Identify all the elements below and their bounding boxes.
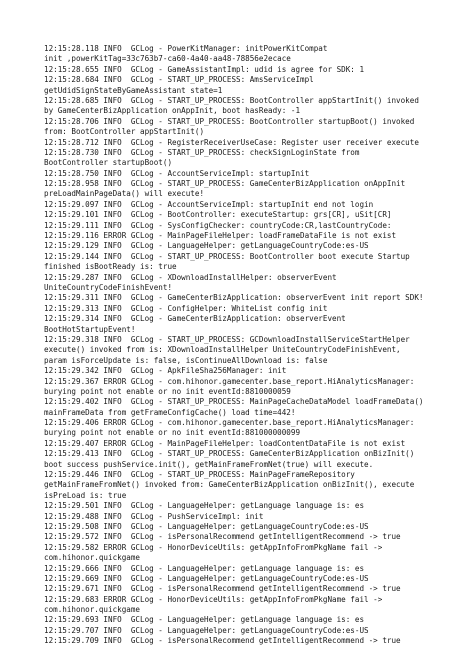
log-line: boot success pushService.init(), getMainFrameFromNet(true) will execute.	[44, 459, 374, 469]
log-line: 12:15:28.958 INFO GCLog - START_UP_PROCESS: GameCenterBizApplication onAppInit	[44, 179, 406, 189]
log-line: 12:15:28.685 INFO GCLog - START_UP_PROCESS: BootController appStartInit() invoked	[44, 95, 419, 105]
log-line: 12:15:29.097 INFO GCLog - AccountServiceImpl: startupInit end not login	[44, 199, 374, 209]
log-line: 12:15:28.706 INFO GCLog - START_UP_PROCESS: BootController startupBoot() invoked	[44, 116, 415, 126]
log-line: 12:15:29.116 ERROR GCLog - MainPageFileHelper: loadFrameDataFile is not exist	[44, 231, 397, 241]
log-line: 12:15:29.406 ERROR GCLog - com.hihonor.gamecenter.base_report.HiAnalyticsManager:	[44, 418, 415, 428]
log-line: preLoadMainPageData() will execute!	[44, 189, 205, 199]
log-line: 12:15:29.413 INFO GCLog - START_UP_PROCESS: GameCenterBizApplication onBizInit()	[44, 449, 415, 459]
log-line: 12:15:29.111 INFO GCLog - SysConfigChecker: countryCode:CR,lastCountryCode:	[44, 220, 392, 230]
log-output	[44, 44, 468, 647]
log-line: 12:15:29.367 ERROR GCLog - com.hihonor.gamecenter.base_report.HiAnalyticsManager:	[44, 376, 415, 386]
log-line: 12:15:28.712 INFO GCLog - RegisterReceiverUseCase: Register user receiver execute	[44, 137, 419, 147]
log-line: 12:15:29.318 INFO GCLog - START_UP_PROCESS: GCDownloadInstallServiceStartHelper	[44, 334, 410, 344]
log-line: burying point not enable or no init eventId:881000000099	[44, 428, 301, 438]
log-line: 12:15:29.572 INFO GCLog - isPersonalRecommend getIntelligentRecommend -> true	[44, 532, 401, 542]
log-line: 12:15:28.750 INFO GCLog - AccountServiceImpl: startupInit	[44, 168, 310, 178]
log-line: 12:15:29.402 INFO GCLog - START_UP_PROCESS: MainPageCacheDataModel loadFrameData()	[44, 397, 424, 407]
log-line: init ,powerKitTag=33c763b7-ca60-4a40-aa48-78856e2ecace	[44, 54, 291, 64]
log-line: com.hihonor.quickgame	[44, 605, 141, 615]
log-line: BootHotStartupEvent!	[44, 324, 136, 334]
log-line: 12:15:28.730 INFO GCLog - START_UP_PROCESS: checkSignLoginState from	[44, 147, 360, 157]
log-line: 12:15:29.693 INFO GCLog - LanguageHelper: getLanguage language is: es	[44, 615, 365, 625]
log-line: 12:15:29.342 INFO GCLog - ApkFileSha256Manager: init	[44, 366, 287, 376]
log-line: from: BootController appStartInit()	[44, 127, 205, 137]
log-line: 12:15:29.144 INFO GCLog - START_UP_PROCESS: BootController boot execute Startup	[44, 251, 410, 261]
log-line: isPreLoad is: true	[44, 490, 127, 500]
log-line: 12:15:28.655 INFO GCLog - GameAssistantImpl: udid is agree for SDK: 1	[44, 64, 365, 74]
log-line: 12:15:28.684 INFO GCLog - START_UP_PROCESS: AmsServiceImpl	[44, 75, 314, 85]
log-line: 12:15:29.446 INFO GCLog - START_UP_PROCESS: MainPageFrameRepository	[44, 470, 355, 480]
log-line: 12:15:29.311 INFO GCLog - GameCenterBizApplication: observerEvent init report SDK!	[44, 293, 424, 303]
log-line: 12:15:29.101 INFO GCLog - BootController: executeStartup: grs[CR], uSit[CR]	[44, 210, 392, 220]
log-line: getUdidSignStateByGameAssistant state=1	[44, 85, 223, 95]
log-line: 12:15:29.501 INFO GCLog - LanguageHelper: getLanguage language is: es	[44, 501, 365, 511]
log-line: 12:15:28.118 INFO GCLog - PowerKitManager: initPowerKitCompat	[44, 44, 328, 53]
log-line: 12:15:29.313 INFO GCLog - ConfigHelper: WhiteList config init	[44, 303, 328, 313]
log-line: 12:15:29.582 ERROR GCLog - HonorDeviceUtils: getAppInfoFromPkgName fail ->	[44, 542, 383, 552]
log-line: 12:15:29.683 ERROR GCLog - HonorDeviceUtils: getAppInfoFromPkgName fail ->	[44, 594, 383, 604]
log-line: 12:15:29.709 INFO GCLog - isPersonalRecommend getIntelligentRecommend -> true	[44, 636, 401, 646]
log-line: getMainFrameFromNet() invoked from: GameCenterBizApplication onBizInit(), execute	[44, 480, 415, 490]
log-line: 12:15:29.669 INFO GCLog - LanguageHelper: getLanguageCountryCode:es-US	[44, 573, 369, 583]
log-line: execute() invoked from is: XDownloadInstallHelper UniteCountryCodeFinishEvent,	[44, 345, 401, 355]
log-line: 12:15:29.129 INFO GCLog - LanguageHelper: getLanguageCountryCode:es-US	[44, 241, 369, 251]
log-line: mainFrameData from getFrameConfigCache() load time=442!	[44, 407, 296, 417]
log-line: 12:15:29.488 INFO GCLog - PushServiceImpl: init	[44, 511, 264, 521]
log-line: finished isBootReady is: true	[44, 262, 177, 272]
log-line: 12:15:29.707 INFO GCLog - LanguageHelper: getLanguageCountryCode:es-US	[44, 625, 369, 635]
log-line: by GameCenterBizApplication onAppInit, boot hasReady: -1	[44, 106, 301, 116]
log-line: 12:15:29.287 INFO GCLog - XDownloadInstallHelper: observerEvent	[44, 272, 337, 282]
log-line: 12:15:29.407 ERROR GCLog - MainPageFileHelper: loadContentDataFile is not exist	[44, 438, 406, 448]
log-line: burying point not enable or no init eventId:8810000059	[44, 386, 291, 396]
log-line: 12:15:29.671 INFO GCLog - isPersonalRecommend getIntelligentRecommend -> true	[44, 584, 401, 594]
log-line: param isForceUpdate is: false, isContinueAllDownload is: false	[44, 355, 328, 365]
log-line: 12:15:29.666 INFO GCLog - LanguageHelper: getLanguage language is: es	[44, 563, 365, 573]
log-line: BootController startupBoot()	[44, 158, 173, 168]
log-line: com.hihonor.quickgame	[44, 553, 141, 563]
log-line: 12:15:29.508 INFO GCLog - LanguageHelper: getLanguageCountryCode:es-US	[44, 521, 369, 531]
log-line: 12:15:29.314 INFO GCLog - GameCenterBizApplication: observerEvent	[44, 314, 346, 324]
log-line: UniteCountryCodeFinishEvent!	[44, 282, 173, 292]
